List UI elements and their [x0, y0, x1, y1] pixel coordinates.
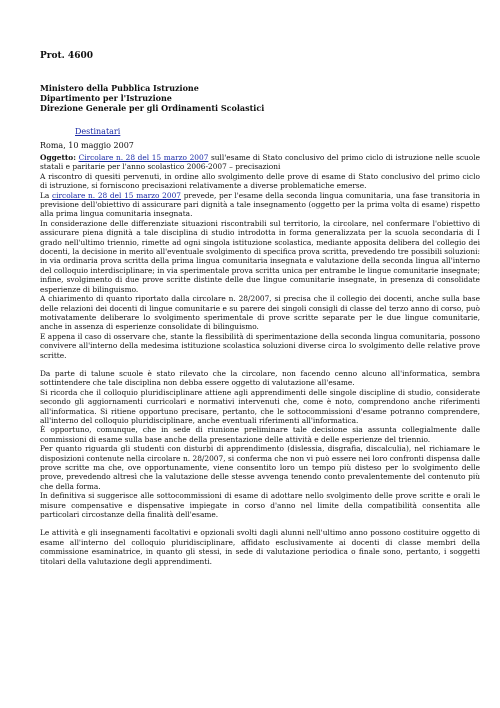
paragraph-3: In considerazione delle differenziate situazioni riscontrabili sul territorio, la circolare, nel confermare l'obiettivo di assicurare piena dignità a tale disciplina di studio introdotta in forma generalizzata per la scuola secondaria di I grado nell'ultimo triennio, rimette ad ogni singola istituzione scolastica, mediante apposita delibera del collegio dei docenti, la decisione in merito all'eventuale svolgimento di specifica prova scritta, prevedendo tre possibili soluzioni: in via ordinaria prova scritta della prima lingua comunitaria insegnata e valutazione della seconda lingua all'interno del colloquio interdisciplinare; in via sperimentale prova scritta unica per entrambe le lingue comunitarie insegnate; infine, svolgimento di due prove scritte distinte delle due lingue comunitarie insegnate, in presenza di consolidate esperienze di bilinguismo.: [40, 218, 480, 294]
protocol-number: Prot. 4600: [40, 51, 93, 61]
subject-text: sull'esame di Stato conclusivo del primo ciclo di istruzione nelle scuole statali e paritarie per l'anno scolastico 2006-2007 – precisazioni: [40, 153, 480, 172]
document-date: Roma, 10 maggio 2007: [40, 141, 134, 150]
circolare-link[interactable]: Circolare n. 28 del 15 marzo 2007: [78, 153, 209, 162]
letterhead: [40, 83, 264, 113]
paragraph-8: È opportuno, comunque, che in sede di riunione preliminare tale decisione sia assunta collegialmente dalle commissioni di esame sulla base anche della presentazione delle attività e delle esperienze del triennio.: [40, 425, 480, 444]
ministry-name: Ministero della Pubblica Istruzione: [40, 83, 199, 93]
paragraph-2-prefix: La: [40, 190, 53, 200]
spacer: [40, 519, 480, 528]
subject-line: [40, 153, 480, 172]
paragraph-11: Le attività e gli insegnamenti facoltativi e opzionali svolti dagli alunni nell'ultimo anno possono costituire oggetto di esame all'interno del colloquio pluridisciplinare, affidato esclusivamente ai docenti di classe membri della commissione esaminatrice, in quanto gli stessi, in sede di valutazione periodica o finale sono, pertanto, i soggetti titolari della valutazione degli apprendimenti.: [40, 528, 480, 566]
department-name: Dipartimento per l'Istruzione: [40, 93, 172, 103]
circolare-link-2[interactable]: circolare n. 28 del 15 marzo 2007: [52, 190, 181, 200]
directorate-name: Direzione Generale per gli Ordinamenti Scolastici: [40, 103, 265, 113]
paragraph-2: [40, 191, 480, 219]
destinatari-link[interactable]: Destinatari: [75, 127, 121, 136]
paragraph-1: A riscontro di quesiti pervenuti, in ordine allo svolgimento delle prove di esame di Stato conclusivo del primo ciclo di istruzione, si forniscono precisazioni relativamente a diverse problematiche emerse.: [40, 171, 480, 191]
paragraph-10: In definitiva si suggerisce alle sottocommissioni di esame di adottare nello svolgimento delle prove scritte e orali le misure compensative e dispensative impiegate in corso d'anno nel limite della compatibilità consentita alle particolari circostanze della finalità dell'esame.: [40, 491, 480, 520]
spacer: [40, 360, 480, 369]
paragraph-4: A chiarimento di quanto riportato dalla circolare n. 28/2007, si precisa che il collegio dei docenti, anche sulla base delle relazioni dei docenti di lingue comunitarie e su parere dei singoli consigli di classe del terzo anno di corso, può motivatamente deliberare lo svolgimento sperimentale di prove scritte separate per le due lingue comunitarie, anche in assenza di esperienze consolidate di bilinguismo.: [40, 294, 480, 332]
paragraph-9: Per quanto riguarda gli studenti con disturbi di apprendimento (dislessia, disgrafia, discalculia), nel richiamare le disposizioni contenute nella circolare n. 28/2007, si conferma che non vi può essere nei loro confronti dispensa dalle prove scritte ma che, ove opportunamente, viene consentito loro un tempo più disteso per lo svolgimento delle prove, prevedendo altresì che la valutazione delle stesse avvenga tenendo conto prevalentemente del contenuto più che della forma.: [40, 444, 480, 491]
paragraph-6: Da parte di talune scuole è stato rilevato che la circolare, non facendo cenno alcuno all'informatica, sembra sottintendere che tale disciplina non debba essere oggetto di valutazione all'esame.: [40, 368, 480, 388]
paragraph-7: Si ricorda che il colloquio pluridisciplinare attiene agli apprendimenti delle singole discipline di studio, considerate secondo gli aggiornamenti curricolari e normativi intervenuti che, come è noto, comprendono anche riferimenti all'informatica. Si ritiene opportuno precisare, pertanto, che le sottocommissioni d'esame potranno comprendere, all'interno del colloquio pluridisciplinare, anche eventuali riferimenti all'informatica.: [40, 387, 480, 425]
paragraph-2-text: prevede, per l'esame della seconda lingua comunitaria, una fase transitoria in previsione dell'obiettivo di assicurare pari dignità a tale insegnamento (oggetto per la prima volta di esame) rispetto alla prima lingua comunitaria insegnata.: [40, 190, 480, 219]
subject-label: Oggetto:: [40, 153, 76, 162]
document-body: [40, 153, 480, 566]
paragraph-5: E appena il caso di osservare che, stante la flessibilità di sperimentazione della seconda lingua comunitaria, possono convivere all'interno della medesima istituzione scolastica soluzioni diverse circa lo svolgimento delle relative prove scritte.: [40, 331, 480, 360]
